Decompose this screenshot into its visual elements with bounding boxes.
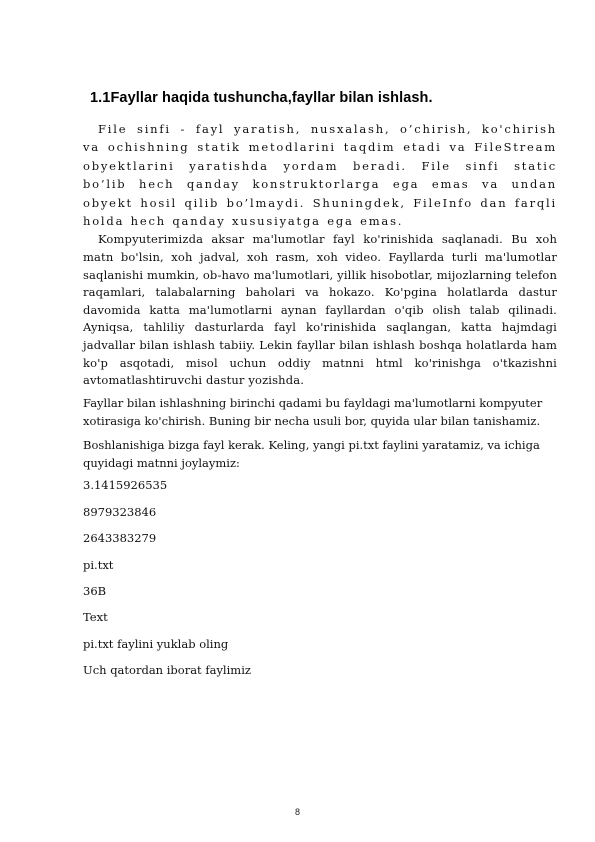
text-line-pi-2: 8979323846 (83, 504, 157, 519)
paragraph-create-file: Boshlanishiga bizga fayl kerak. Keling, yangi pi.txt faylini yaratamiz, va ichiga quyidagi matnni joylaymiz: (83, 437, 540, 470)
page-content (83, 90, 557, 689)
section-heading: 1.1Fayllar haqida tushuncha,fayllar bilan ishlash. (90, 90, 433, 106)
text-line-pi-1: 3.1415926535 (83, 478, 168, 493)
paragraph-files-overview: Kompyuterimizda aksar ma'lumotlar fayl ko'rinishida saqlanadi. Bu xoh matn bo'lsin, xoh jadval, xoh rasm, xoh video. Fayllarda turli ma'lumotlar saqlanishi mumkin, ob-havo ma'lumotlari, yillik hisobotlar, mijozlarning telefon raqamlari, talabalarning baholari va hokazo. Ko'pgina holatlarda dastur davomida katta ma'lumotlarni aynan fayllardan o'qib olish talab qilinadi. Ayniqsa, tahliliy dasturlarda fayl ko'rinishida saqlangan, katta hajmdagi jadvallar bilan ishlash tabiiy. Lekin fayllar bilan ishlash boshqa holatlarda ham ko'p asqotadi, misol uchun oddiy matnni html ko'rinishga o'tkazishni avtomatlashtiruvchi dastur yozishda. (83, 232, 557, 388)
file-description-text: Uch qatordan iborat faylimiz (83, 663, 251, 678)
page-number: 8 (294, 807, 300, 817)
file-type-label: Text (83, 610, 108, 625)
download-file-text: pi.txt faylini yuklab oling (83, 636, 229, 651)
file-name-label: pi.txt (83, 557, 114, 572)
file-size-label: 36B (83, 583, 107, 598)
text-line-pi-3: 2643383279 (83, 531, 157, 546)
paragraph-first-step: Fayllar bilan ishlashning birinchi qadami bu fayldagi ma'lumotlarni kompyuter xotirasiga ko'chirish. Buning bir necha usuli bor, quyida ular bilan tanishamiz. (83, 395, 543, 429)
paragraph-file-class: File sinfi - fayl yaratish, nusxalash, o’chirish, ko'chirish va ochishning statik metodlarini taqdim etadi va FileStream obyektlarini yaratishda yordam beradi. File sinfi static bo’lib hech qanday konstruktorlarga ega emas va undan obyekt hosil qilib bo’lmaydi. Shuningdek, FileInfo dan farqli holda hech qanday xususiyatga ega emas. (83, 122, 557, 229)
